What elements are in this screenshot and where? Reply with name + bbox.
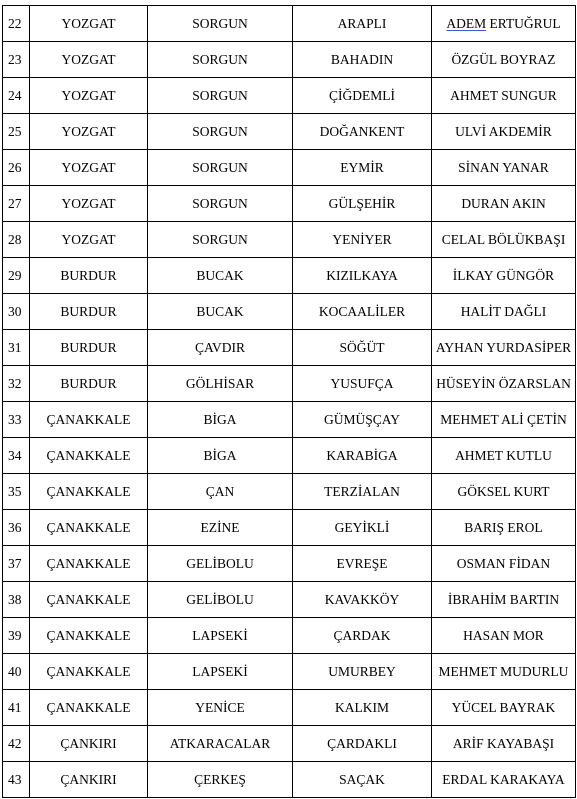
village-cell: SAÇAK [293,762,432,798]
person-name-cell: YÜCEL BAYRAK [432,690,576,726]
person-name-cell: ÖZGÜL BOYRAZ [432,42,576,78]
person-name-cell: AHMET SUNGUR [432,78,576,114]
village-cell: ÇİĞDEMLİ [293,78,432,114]
table-row [3,294,576,330]
row-number-cell: 37 [3,546,30,582]
table-row [3,402,576,438]
table-row [3,366,576,402]
person-name-cell: HALİT DAĞLI [432,294,576,330]
province-cell: YOZGAT [30,222,148,258]
province-cell: ÇANKIRI [30,762,148,798]
village-cell: DOĞANKENT [293,114,432,150]
row-number-cell: 35 [3,474,30,510]
row-number-cell: 43 [3,762,30,798]
district-cell: GELİBOLU [148,546,293,582]
person-name-cell: CELAL BÖLÜKBAŞI [432,222,576,258]
row-number-cell: 29 [3,258,30,294]
district-cell: YENİCE [148,690,293,726]
person-last-name: ERTUĞRUL [486,16,561,31]
district-cell: BUCAK [148,294,293,330]
village-cell: SÖĞÜT [293,330,432,366]
province-cell: ÇANAKKALE [30,618,148,654]
row-number-cell: 23 [3,42,30,78]
person-name-cell: OSMAN FİDAN [432,546,576,582]
table-row [3,438,576,474]
table-row [3,222,576,258]
province-cell: BURDUR [30,330,148,366]
row-number-cell: 31 [3,330,30,366]
province-cell: ÇANAKKALE [30,546,148,582]
province-cell: ÇANAKKALE [30,438,148,474]
district-cell: BİGA [148,402,293,438]
row-number-cell: 32 [3,366,30,402]
person-first-name: ADEM [446,16,487,31]
person-name-cell: SİNAN YANAR [432,150,576,186]
row-number-cell: 41 [3,690,30,726]
province-cell: ÇANAKKALE [30,402,148,438]
district-cell: EZİNE [148,510,293,546]
district-cell: GELİBOLU [148,582,293,618]
village-cell: EYMİR [293,150,432,186]
province-cell: YOZGAT [30,150,148,186]
table-row [3,762,576,798]
district-cell: BUCAK [148,258,293,294]
person-name-cell: MEHMET ALİ ÇETİN [432,402,576,438]
person-name-cell: AHMET KUTLU [432,438,576,474]
district-cell: SORGUN [148,6,293,42]
province-cell: YOZGAT [30,186,148,222]
table-row [3,726,576,762]
table-row [3,258,576,294]
village-cell: UMURBEY [293,654,432,690]
person-name-cell: ERDAL KARAKAYA [432,762,576,798]
province-cell: ÇANAKKALE [30,654,148,690]
district-cell: LAPSEKİ [148,654,293,690]
person-name-cell: ULVİ AKDEMİR [432,114,576,150]
province-cell: ÇANAKKALE [30,510,148,546]
table-row [3,78,576,114]
province-cell: BURDUR [30,294,148,330]
row-number-cell: 40 [3,654,30,690]
person-name-cell: İBRAHİM BARTIN [432,582,576,618]
village-cell: GEYİKLİ [293,510,432,546]
row-number-cell: 24 [3,78,30,114]
district-cell: SORGUN [148,222,293,258]
row-number-cell: 22 [3,6,30,42]
village-cell: ÇARDAKLI [293,726,432,762]
table-row [3,42,576,78]
district-cell: SORGUN [148,114,293,150]
district-cell: SORGUN [148,186,293,222]
village-cell: TERZİALAN [293,474,432,510]
row-number-cell: 38 [3,582,30,618]
table-row [3,510,576,546]
person-name-cell: HASAN MOR [432,618,576,654]
province-cell: YOZGAT [30,6,148,42]
row-number-cell: 34 [3,438,30,474]
row-number-cell: 28 [3,222,30,258]
village-cell: ARAPLI [293,6,432,42]
person-name-cell: MEHMET MUDURLU [432,654,576,690]
table-row [3,654,576,690]
province-cell: YOZGAT [30,114,148,150]
district-cell: BİGA [148,438,293,474]
table-body [3,6,576,798]
person-name-cell: DURAN AKIN [432,186,576,222]
district-cell: GÖLHİSAR [148,366,293,402]
table-row [3,186,576,222]
district-cell: SORGUN [148,150,293,186]
person-name-cell: HÜSEYİN ÖZARSLAN [432,366,576,402]
person-name-cell: GÖKSEL KURT [432,474,576,510]
row-number-cell: 26 [3,150,30,186]
table-row [3,474,576,510]
province-cell: ÇANKIRI [30,726,148,762]
district-cell: ÇERKEŞ [148,762,293,798]
village-cell: KIZILKAYA [293,258,432,294]
row-number-cell: 33 [3,402,30,438]
district-cell: ÇAN [148,474,293,510]
table-row [3,618,576,654]
village-cell: BAHADIN [293,42,432,78]
table-row [3,114,576,150]
row-number-cell: 36 [3,510,30,546]
row-number-cell: 25 [3,114,30,150]
person-name-cell: BARIŞ EROL [432,510,576,546]
province-cell: ÇANAKKALE [30,474,148,510]
person-name-cell: ARİF KAYABAŞI [432,726,576,762]
province-cell: ÇANAKKALE [30,582,148,618]
row-number-cell: 30 [3,294,30,330]
village-cell: KARABİGA [293,438,432,474]
person-name-cell: AYHAN YURDASİPER [432,330,576,366]
village-cell: KOCAALİLER [293,294,432,330]
table-row [3,6,576,42]
village-cell: GÜMÜŞÇAY [293,402,432,438]
person-name-cell [432,6,576,42]
table-row [3,150,576,186]
row-number-cell: 27 [3,186,30,222]
district-cell: ATKARACALAR [148,726,293,762]
village-cell: KAVAKKÖY [293,582,432,618]
village-cell: ÇARDAK [293,618,432,654]
data-table [2,5,576,798]
district-cell: SORGUN [148,78,293,114]
village-cell: GÜLŞEHİR [293,186,432,222]
village-cell: YENİYER [293,222,432,258]
district-cell: SORGUN [148,42,293,78]
district-cell: LAPSEKİ [148,618,293,654]
village-cell: EVREŞE [293,546,432,582]
row-number-cell: 42 [3,726,30,762]
province-cell: BURDUR [30,258,148,294]
table-row [3,546,576,582]
province-cell: YOZGAT [30,42,148,78]
table-row [3,690,576,726]
village-cell: KALKIM [293,690,432,726]
district-cell: ÇAVDIR [148,330,293,366]
row-number-cell: 39 [3,618,30,654]
province-cell: ÇANAKKALE [30,690,148,726]
village-cell: YUSUFÇA [293,366,432,402]
province-cell: YOZGAT [30,78,148,114]
person-name-cell: İLKAY GÜNGÖR [432,258,576,294]
province-cell: BURDUR [30,366,148,402]
table-row [3,330,576,366]
table-row [3,582,576,618]
